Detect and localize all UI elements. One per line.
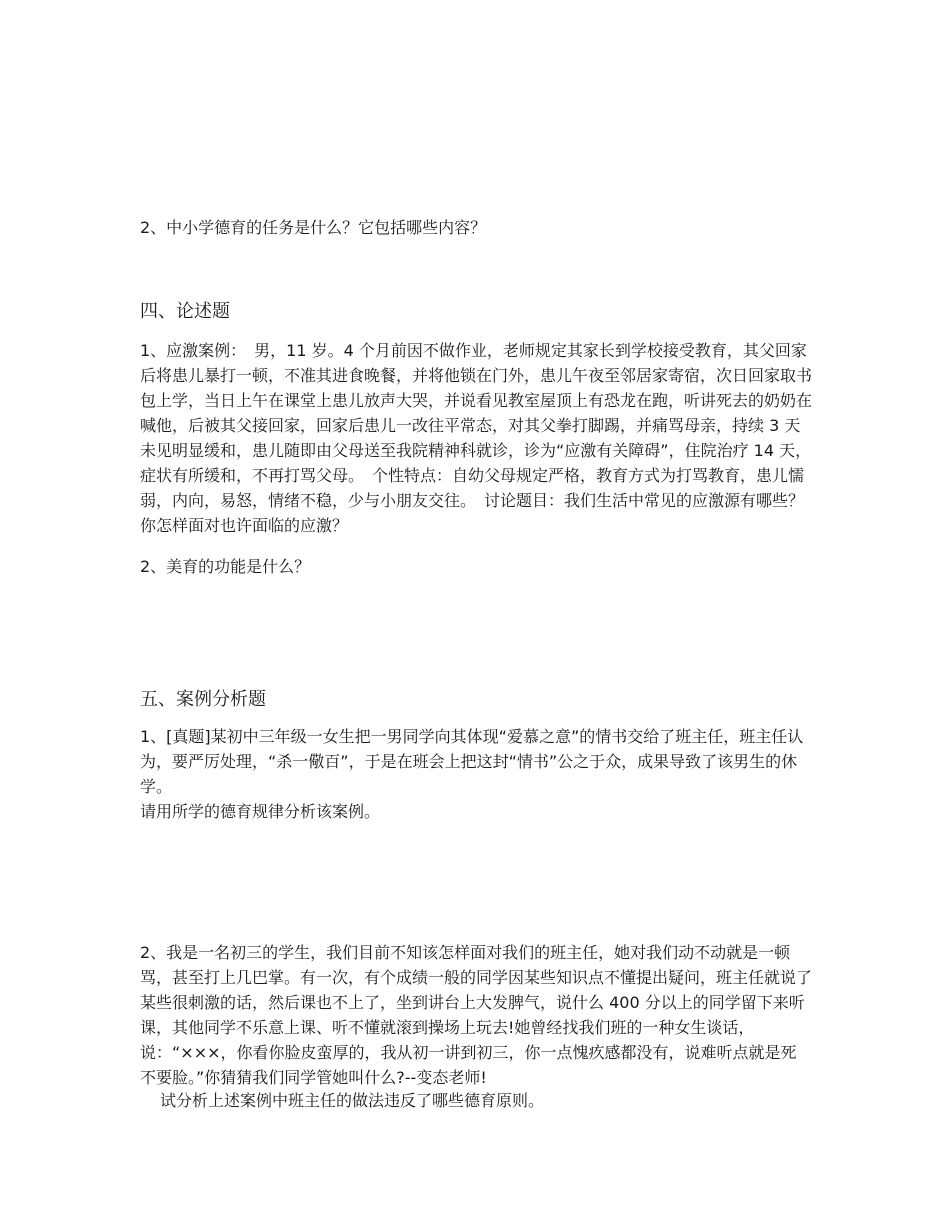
question-text: 2、我是一名初三的学生，我们目前不知该怎样面对我们的班主任，她对我们动不动就是一顿骂，甚至打上几巴掌。有一次，有个成绩一般的同学因某些知识点不懂提出疑问，班主任就说了某些很刺激的话，然后课也不上了，坐到讲台上大发脾气，说什么 400 分以上的同学留下来听课，其他同学不乐意上课、听不懂就滚到操场上玩去!她曾经找我们班的一种女生谈话，说：“×××，你看你脸皮蛮厚的，我从初一讲到初三，你一点愧疚感都没有，说难听点就是死不要脸。”你猜猜我们同学管她叫什么?--变态老师! bbox=[140, 943, 813, 1087]
section-heading: 四、论述题 bbox=[140, 301, 230, 322]
question-text: 2、美育的功能是什么？ bbox=[140, 557, 311, 576]
section-heading: 五、案例分析题 bbox=[140, 689, 266, 710]
question-prompt: 试分析上述案例中班主任的做法违反了哪些德育原则。 bbox=[160, 1091, 545, 1110]
question-text: 2、中小学德育的任务是什么？它包括哪些内容？ bbox=[140, 218, 487, 237]
question-text: 1、[真题]某初中三年级一女生把一男同学向其体现“爱慕之意”的情书交给了班主任，班主任认为，要严厉处理，“杀一儆百”，于是在班会上把这封“情书”公之于众，成果导致了该男生的休学。 bbox=[140, 727, 804, 796]
question-prompt: 请用所学的德育规律分析该案例。 bbox=[140, 802, 381, 821]
question-text: 1、应激案例： 男，11 岁。4 个月前因不做作业，老师规定其家长到学校接受教育，其父回家后将患儿暴打一顿，不准其进食晚餐，并将他锁在门外，患儿午夜至邻居家寄宿，次日回家取书包上学，当日上午在课堂上患儿放声大哭，并说看见教室屋顶上有恐龙在跑，听讲死去的奶奶在喊他，后被其父接回家，回家后患儿一改往平常态，对其父拳打脚踢，并痛骂母亲，持续 3 天未见明显缓和，患儿随即由父母送至我院精神科就诊，诊为“应激有关障碍”，住院治疗 14 天，症状有所缓和，不再打骂父母。 个性特点：自幼父母规定严格，教育方式为打骂教育，患儿懦弱，内向，易怒，情绪不稳，少与小朋友交往。 讨论题目：我们生活中常见的应激源有哪些？你怎样面对也许面临的应激？ bbox=[140, 341, 813, 535]
